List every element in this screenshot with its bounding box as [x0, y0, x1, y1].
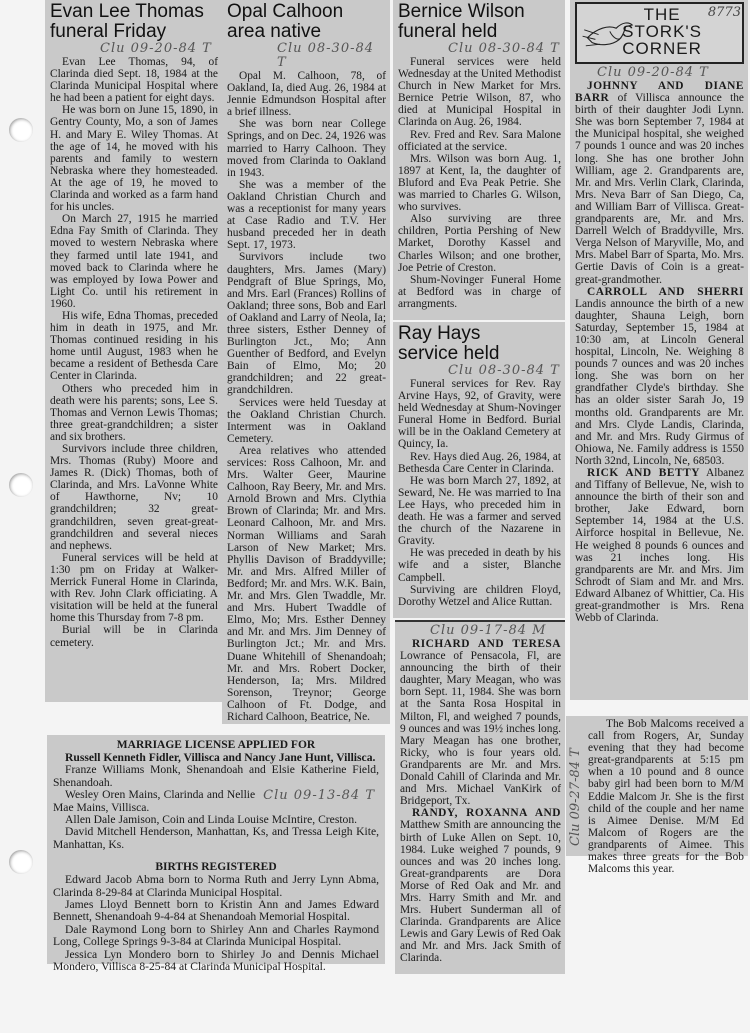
handwritten-date: Clu 09-13-84 T — [263, 788, 375, 804]
birth-notice — [400, 638, 561, 807]
notice-text: Lowrance of Pensacola, Fl, are announcing the birth of their daughter, Mary Meagan, who was born Sept. 11, 1984. She was born at the Santa Rosa Hospital in Milton, Fl, and weighed 7 pounds, 9 ounces and was 19½ inches long. Mary Meagan has one brother, Ricky, who is four years old. Grandparents are Mr. and Mrs. Donald Cahill of Clarinda and Mr. and Mrs. Michael VanKirk of Bridgeport, Tx. — [400, 650, 561, 808]
notice-text: of Villisca announce the birth of their daughter Jodi Lynn. She was born September 7, 1984 at the Municipal hospital, she weighed 7 pounds 1 ounce and was 20 inches long. She has one brother John William, age 2. Grandparents are, Mr. and Mrs. Verlin Clark, Clarinda, Mrs. Neva Barr of San Diego, Ca, and William Barr of Villisca. Great-grandparents are, Mr. and Mrs. Darrell Welch of Braddyville, Mrs. Verga Nelson of Maryville, Mo, and Mrs. Mabel Barr of Sparta, Mo. Mrs. Gertie Davis of Coin is a great-great-grandmother. — [575, 92, 744, 286]
storks-corner — [570, 0, 748, 700]
handwritten-date: Clu 08-30-84 T — [277, 41, 375, 70]
paragraph: Survivors include two daughters, Mrs. James (Mary) Pendgraft of Blue Springs, Mo, and Mrs. Earl (Frances) Rollins of Oakland; three sons, Bob and Earl of Oakland and Larry of Neola, Ia; three sisters, Esther Denney of Burlington Jct., Mo; Ann Guenther of Bedford, and Evelyn Bain of Elmo, Mo; 20 grandchildren; and 22 great-grandchildren. — [227, 251, 386, 397]
paragraph: On March 27, 1915 he married Edna Fay Smith of Clarinda. They moved to western Nebraska where they farmed until late 1941, and moved back to Clarinda where he was employed by Iowa Power and Light Co. until his retirement in 1960. — [50, 213, 218, 310]
headline-line: Ray Hays — [398, 323, 481, 344]
headline-line: service held — [398, 343, 500, 364]
marriage-licenses-births-registered — [47, 735, 385, 974]
binder-hole — [9, 850, 33, 874]
storks-corner-banner — [575, 2, 744, 64]
binder-hole — [9, 473, 33, 497]
entry: Russell Kenneth Fidler, Villisca and Nancy Jane Hunt, Villisca. — [65, 751, 376, 764]
marriage-license-heading: MARRIAGE LICENSE APPLIED FOR — [116, 739, 316, 751]
paragraph: Area relatives who attended services: Ross Calhoon, Mr. and Mrs. Walter Geer, Maurine Calhoon, Ray Beery, Mr. and Mrs. Arnold Brown and Mrs. Clythia Brown of Clarinda; Mr. and Mrs. Leonard Calhoon, Mr. and Mrs. Norman Williams and Sarah Larson of New Market; Mrs. Phyllis Davison of Braddyville; Mr. and Mrs. Alfred Miller of Bedford; Mr. and Mrs. W.K. Bain, Mr. and Mrs. Glen Twaddle, Mr. and Mrs. Hubert Twaddle of Elmo, Mo; Mrs. Esther Denney and Mr. and Mrs. Jim Denney of Burlington Jct.; Mr. and Mrs. Duane Whitehill of Shenandoah; Mr. and Mrs. Robert Docker, Henderson, Ia; Mrs. Mildred Sorenson, Treynor; George Calhoon of Ft. Dodge, and Richard Calhoon, Beatrice, Ne. — [227, 444, 386, 723]
handwritten-page-number: 8773 — [707, 5, 741, 20]
paragraph: He was born March 27, 1892, at Seward, Ne. He was married to Ina Lee Hays, who preceded him in death. He was a farmer and served the church of the Nazarene in Gravity. — [398, 474, 561, 548]
handwritten-date: Clu 08-30-84 T — [448, 363, 560, 378]
birth-notice — [575, 467, 744, 624]
paragraph: He was preceded in death by his wife and a sister, Blanche Campbell. — [398, 547, 561, 584]
notice-text: Landis announce the birth of a new daughter, Shauna Leigh, born Saturday, September 15, 1984 at 10:30 am, at Lincoln General hospital, Lincoln, Ne. Weighing 8 pounds 7 ounces and was 20 inches long. She was born on her grandfather Clyde's birthday. She has an older sister Sarah Jo, 19 months old. Grandparents are Mr. and Mrs. Clyde Landis, Clarinda, and Mr. and Mrs. Rudy Girmus of Ohiowa, Ne. Family address is 1550 North 32nd, Lincoln, Ne, 68503. — [575, 297, 744, 467]
handwritten-date: Clu 08-30-84 T — [448, 41, 560, 56]
notice-text: Albanez and Tiffany of Bellevue, Ne, wish to announce the birth of their son and brother, Jake Edward, born September 14, 1984 at the U.S. Airforce hospital in Bellevue, Ne. He weighed 8 pounds 6 ounces and was 21 inches long. His grandparents are Mr. and Mrs. Jim Schrodt of Siam and Mr. and Mrs. Edward Albanez of Whittier, Ca. His great-grandmother is Mrs. Rena Webb of Clarinda. — [575, 467, 744, 625]
notice-text: Matthew Smith are announcing the birth of Luke Allen on Sept. 10, 1984. Luke weighed 7 pounds, 9 ounces and was 20 inches long. Great-grandparents are Dora Morse of Red Oak and Mr. and Mrs. Harry Smith and Mr. and Mrs. Hubert Sunderman all of Clarinda. Grandparents are Alice Lewis and Gary Lewis of Red Oak and Mr. and Mrs. Jack Smith of Clarinda. — [400, 819, 561, 965]
paragraph: Also surviving are three children, Portia Pershing of New Market, Dorothy Kassel and Charles Wilson; and one brother, Joe Petrie of Creston. — [398, 213, 561, 274]
notice-lead: RANDY, ROXANNA AND — [412, 807, 561, 820]
notice-lead: CARROLL AND SHERRI — [587, 285, 744, 298]
entry: David Mitchell Henderson, Manhattan, Ks, and Tressa Leigh Kite, Manhattan, Ks. — [53, 825, 379, 851]
paragraph: Opal M. Calhoon, 78, of Oakland, Ia, died Aug. 26, 1984 at Jennie Edmundson Hospital after a brief illness. — [227, 70, 386, 119]
paragraph: Shum-Novinger Funeral Home at Bedford was in charge of arrangments. — [398, 273, 561, 310]
notice-lead: RICHARD AND TERESA — [412, 638, 561, 650]
notice-lead: JOHNNY AND DIANE BARR — [575, 80, 744, 105]
obituary-evan-lee-thomas — [45, 0, 222, 702]
storks-corner-title: THE STORK'S CORNER — [622, 5, 702, 58]
paragraph: He was born on June 15, 1890, in Gentry County, Mo, a son of James H. and Mary E. Wiley Thomas. At the age of 14, he moved with his parents and family to western Nebraska where they homesteaded. At the age of 19, he moved to Clarinda and worked as a farm hand for his uncles. — [50, 104, 218, 214]
obituary-ray-hays — [393, 322, 565, 618]
headline-line: funeral held — [398, 21, 498, 42]
paragraph: His wife, Edna Thomas, preceded him in death in 1975, and Mr. Thomas continued residing in his home until August, 1983 when he became a resident of Bethesda Care Center in Clarinda. — [50, 309, 218, 383]
binder-hole — [9, 118, 33, 142]
malcom-great-grandparents-notice — [566, 716, 748, 876]
paragraph: Rev. Hays died Aug. 26, 1984, at Bethesda Care Center in Clarinda. — [398, 450, 561, 475]
entry: Franze Williams Monk, Shenandoah and Elsie Katherine Field, Shenandoah. — [53, 763, 379, 789]
notice-text: The Bob Malcoms received a call from Rogers, Ar, Sunday evening that they had become great-grandparents at 5:15 pm when a 10 pound and 8 ounce baby girl had been born to M/M Eddie Malcom Jr. She is the first child of the couple and her name is Aimee Denise. M/M Ed Malcom of Rogers are the grandparents of Aimee. This makes three greats for the Bob Malcoms this year. — [588, 718, 744, 876]
notice-lead: RICK AND BETTY — [587, 467, 700, 479]
paragraph: Evan Lee Thomas, 94, of Clarinda died Sept. 18, 1984 at the Clarinda Municipal Hospital where he had been a patient for eight days. — [50, 56, 218, 105]
paragraph: Rev. Fred and Rev. Sara Malone officiated at the service. — [398, 128, 561, 153]
birth-notice — [400, 807, 561, 964]
handwritten-date: Clu 09-17-84 M — [430, 623, 547, 638]
birth-notices-lowrance-smith — [395, 620, 565, 974]
entry: Wesley Oren Mains, Clarinda and Nellie Mae Mains, Villisca. — [53, 788, 256, 814]
headline-line: funeral Friday — [50, 21, 167, 42]
handwritten-date: Clu 09-20-84 T — [100, 41, 212, 56]
paragraph: Others who preceded him in death were his parents; sons, Lee S. Thomas and Vernon Lewis Thomas; three great-grandchildren; a sister and six brothers. — [50, 382, 218, 443]
handwritten-date: Clu 09-27-84 T — [568, 748, 583, 846]
entry: Dale Raymond Long born to Shirley Ann and Charles Raymond Long, College Springs 9-3-84 at Clarinda Municipal Hospital. — [53, 922, 379, 949]
headline — [227, 2, 386, 42]
headline-line: area native — [227, 21, 322, 42]
entry: Edward Jacob Abma born to Norma Ruth and Jerry Lynn Abma, Clarinda 8-29-84 at Clarinda Municipal Hospital. — [53, 873, 379, 899]
entry: Jessica Lyn Mondero born to Shirley Jo and Dennis Michael Mondero, Villisca 8-25-84 at Clarinda Municipal Hospital. — [53, 947, 379, 974]
obituary-opal-calhoon — [222, 0, 390, 724]
birth-notice — [575, 286, 744, 467]
paragraph: Burial will be in Clarinda cemetery. — [50, 624, 218, 649]
paragraph: She was born near College Springs, and on Dec. 24, 1926 was married to Harry Calhoon. They moved from Clarinda to Oakland in 1943. — [227, 118, 386, 179]
paragraph: She was a member of the Oakland Christian Church and was a receptionist for many years at Case Radio and T.V. Her husband preceded her in death Sept. 17, 1973. — [227, 178, 386, 252]
paragraph: Funeral services were held Wednesday at the United Methodist Church in New Market for Mrs. Bernice Petrie Wilson, 87, who died at Municipal Hospital in Clarinda on Aug. 26, 1984. — [398, 56, 561, 129]
headline — [50, 2, 218, 42]
headline — [398, 2, 561, 42]
paragraph: Survivors include three children, Mrs. Thomas (Ruby) Moore and James R. (Dick) Thomas, both of Clarinda, and Mrs. LaVonne White of Hawthorne, Nv; 10 grandchildren; 32 great-grandchildren, seven great-great-grandchildren and several nieces and nephews. — [50, 443, 218, 552]
paragraph: Funeral services will be held at 1:30 pm on Friday at Walker-Merrick Funeral Home in Clarinda, with Rev. John Clark officiating. A visitation will be held at the funeral home this Thursday from 7-8 pm. — [50, 551, 218, 625]
headline-line: Evan Lee Thomas — [50, 1, 204, 22]
headline — [398, 324, 561, 364]
entry: James Lloyd Bennett born to Kristin Ann and James Edward Bennett, Shenandoah 9-4-84 at Shenandoah Memorial Hospital. — [53, 898, 379, 924]
paragraph: Funeral services for Rev. Ray Arvine Hays, 92, of Gravity, were held Wednesday at Shum-Novinger Funeral Home in Bedford. Burial will be in the Oakland Cemetery at Quincy, Ia. — [398, 378, 561, 451]
entry: Allen Dale Jamison, Coin and Linda Louise McIntire, Creston. — [65, 813, 358, 827]
paragraph: Mrs. Wilson was born Aug. 1, 1897 at Kent, Ia, the daughter of Bluford and Eva Peak Petrie. She was married to Charles G. Wilson, who survives. — [398, 152, 561, 214]
paragraph: Surviving are children Floyd, Dorothy Wetzel and Alice Ruttan. — [398, 583, 561, 608]
headline-line: Opal Calhoon — [227, 1, 344, 22]
births-registered-heading: BIRTHS REGISTERED — [155, 861, 277, 874]
handwritten-date: Clu 09-20-84 T — [597, 65, 709, 80]
headline-line: Bernice Wilson — [398, 1, 525, 22]
paragraph: Services were held Tuesday at the Oakland Christian Church. Interment was in Oakland Cemetery. — [227, 396, 386, 445]
obituary-bernice-wilson — [393, 0, 565, 320]
birth-notice — [575, 80, 744, 286]
